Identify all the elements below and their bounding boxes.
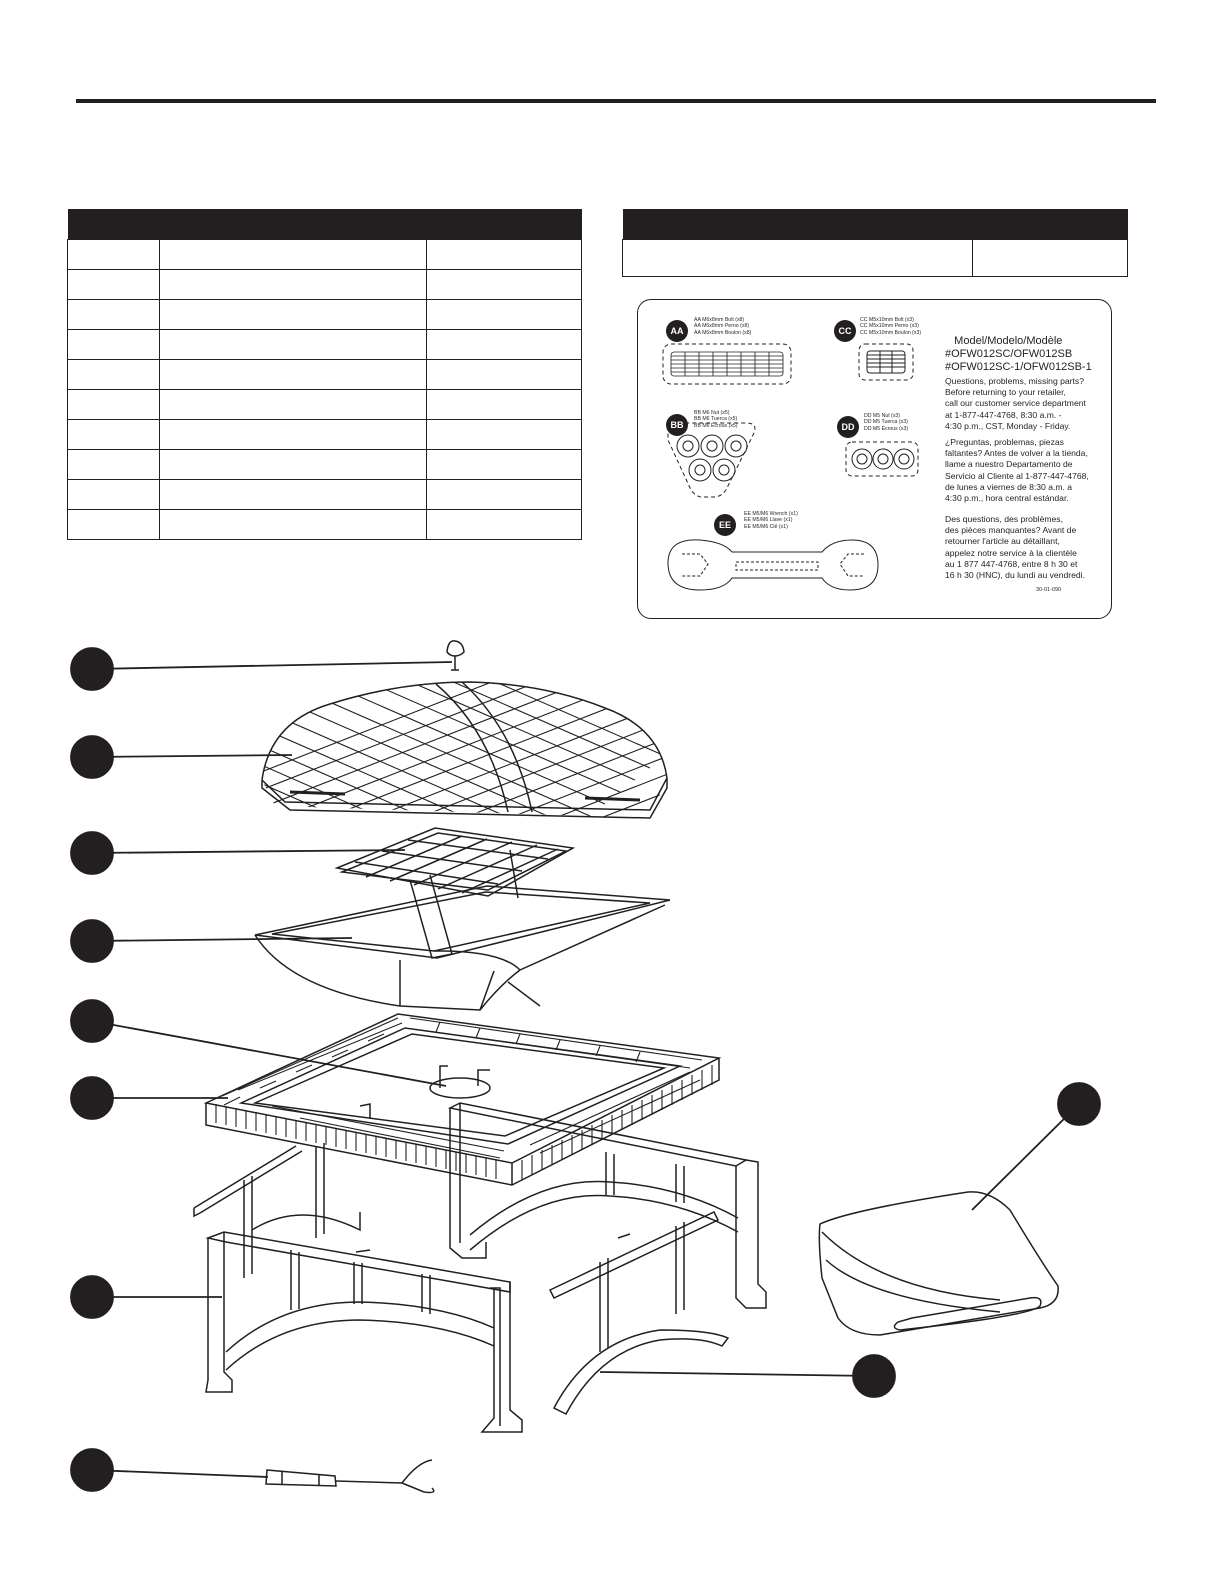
callout-g <box>71 1276 113 1318</box>
callout-a <box>71 648 113 690</box>
dd-badge: DD <box>837 416 859 438</box>
leg-frame-front-left <box>206 1232 522 1432</box>
aa-label: AA M6x8mm Bolt (x8) AA M6x8mm Perno (x8) AA M6x8mm Boulon (x8) <box>694 317 752 336</box>
aa-badge: AA <box>666 320 688 342</box>
vinyl-cover <box>819 1192 1058 1335</box>
ee-label: EE M5/M6 Wrench (x1) EE M5/M6 Llave (x1) EE M5/M6 Clé (x1) <box>744 511 798 530</box>
callout-f <box>71 1077 113 1119</box>
bb-label: BB M6 Nut (x5) BB M6 Tuerca (x5) BB M6 Écrous (x5) <box>694 410 738 429</box>
bb-badge: BB <box>666 414 688 436</box>
cc-badge: CC <box>834 320 856 342</box>
callout-j <box>853 1355 895 1397</box>
ee-badge: EE <box>714 514 736 536</box>
screen-handle <box>447 641 464 670</box>
callout-h <box>71 1449 113 1491</box>
tiled-table-top <box>206 1014 719 1185</box>
callout-e <box>71 1000 113 1042</box>
spanish-service-note: ¿Preguntas, problemas, piezas faltantes? Antes de volver a la tienda, llame a nuestro Departamento de Servicio al Cliente al 1-877-447-4768, de lunes a viernes de 8:30 a.m. a 4:30 p.m., hora central estándar. <box>945 437 1089 504</box>
dd-label: DD M5 Nut (x3) DD M5 Tuerca (x3) DD M5 Écrous (x3) <box>864 413 909 432</box>
cooking-grate <box>337 828 573 896</box>
callout-b <box>71 736 113 778</box>
callout-d <box>71 920 113 962</box>
french-service-note: Des questions, des problèmes, des pièces manquantes? Avant de retourner l'article au détaillant, appelez notre service à la clientèle au 1 877 447-4768, entre 8 h 30 et 16 h 30 (HNC), du lundi au vendredi. <box>945 514 1085 581</box>
callout-i <box>1058 1083 1100 1125</box>
leg-frame-front-right <box>550 1212 728 1414</box>
card-code: 30-01-090 <box>1036 587 1062 593</box>
cc-label: CC M5x10mm Bolt (x3) CC M5x10mm Perno (x3) CC M5x10mm Boulon (x3) <box>860 317 922 336</box>
spark-screen <box>180 616 775 910</box>
fire-bowl <box>255 850 670 1010</box>
model-numbers: Model/Modelo/Modèle #OFW012SC/OFW012SB #OFW012SC-1/OFW012SB-1 <box>945 335 1092 373</box>
fire-poker <box>266 1460 434 1493</box>
callout-c <box>71 832 113 874</box>
english-service-note: Questions, problems, missing parts? Before returning to your retailer, call our customer service department at 1-877-447-4768, 8:30 a.m. - 4:30 p.m., CST, Monday - Friday. <box>945 376 1086 431</box>
